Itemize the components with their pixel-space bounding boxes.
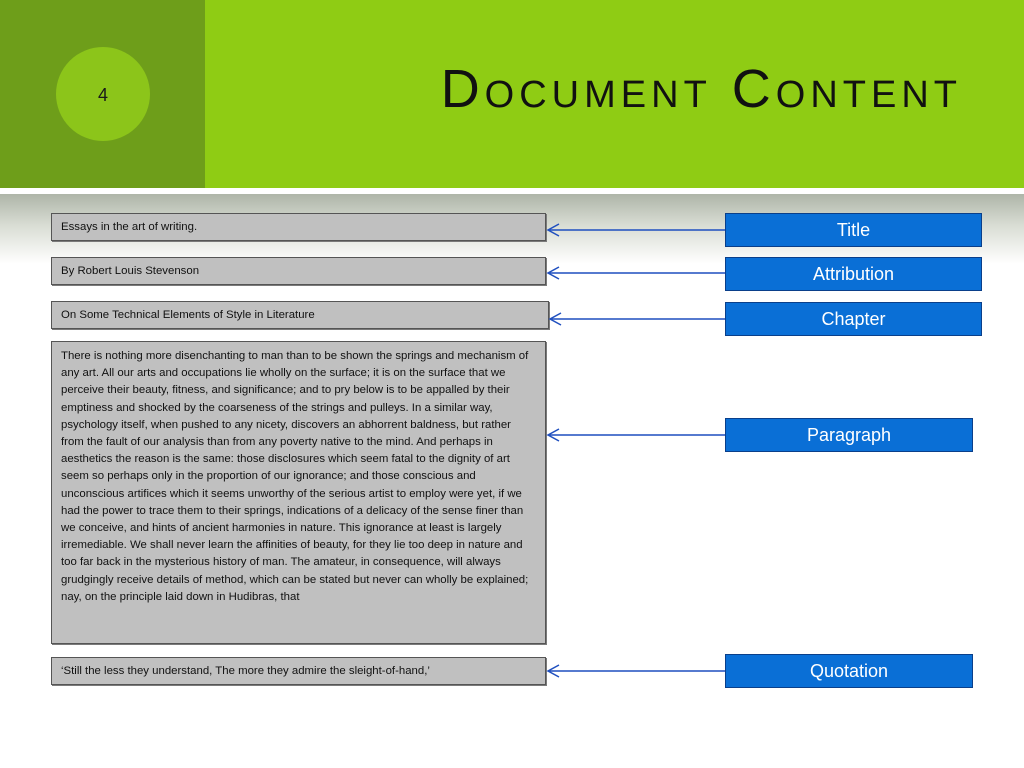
- label-quotation: Quotation: [725, 654, 973, 688]
- doc-paragraph-text: There is nothing more disenchanting to man than to be shown the springs and mechanism of any art. All our arts and occupations lie wholly on the surface; it is on the surface that we perceive their beauty, fitness, and significance; and to pry below is to be appalled by their emptiness and shocked by the coarseness of the strings and pulleys. In a similar way, psychology itself, when pushed to any nicety, discovers an abhorrent baldness, but rather from the fault of our analysis than from any poverty native to the mind. And perhaps in aesthetics the reason is the same: those disclosures which seem fatal to the dignity of art seem so perhaps only in the proportion of our ignorance; and those conscious and unconscious artifices which it seems unworthy of the serious artist to employ were yet, if we had the power to trace them to their springs, indications of a delicacy of the sense finer than we conceive, and hints of ancient harmonies in nature. This ignorance at least is largely irremediable. We shall never learn the affinities of beauty, for they lie too deep in nature and too far back in the mysterious history of man. The amateur, in consequence, will always grudgingly receive details of method, which can be stated but never can wholly be explained; nay, on the principle laid down in Hudibras, that: [61, 350, 529, 603]
- slide-number: 4: [97, 85, 108, 105]
- doc-attribution-text: By Robert Louis Stevenson: [61, 265, 200, 277]
- label-chapter: Chapter: [725, 302, 982, 336]
- doc-quotation-text: ‘Still the less they understand, The more they admire the sleight-of-hand,’: [61, 665, 430, 677]
- slide-title: Document Content: [440, 59, 962, 119]
- label-paragraph: Paragraph: [725, 418, 973, 452]
- doc-title-text: Essays in the art of writing.: [61, 221, 198, 233]
- label-attribution: Attribution: [725, 257, 982, 291]
- doc-chapter-text: On Some Technical Elements of Style in Literature: [61, 309, 315, 321]
- label-title: Title: [725, 213, 982, 247]
